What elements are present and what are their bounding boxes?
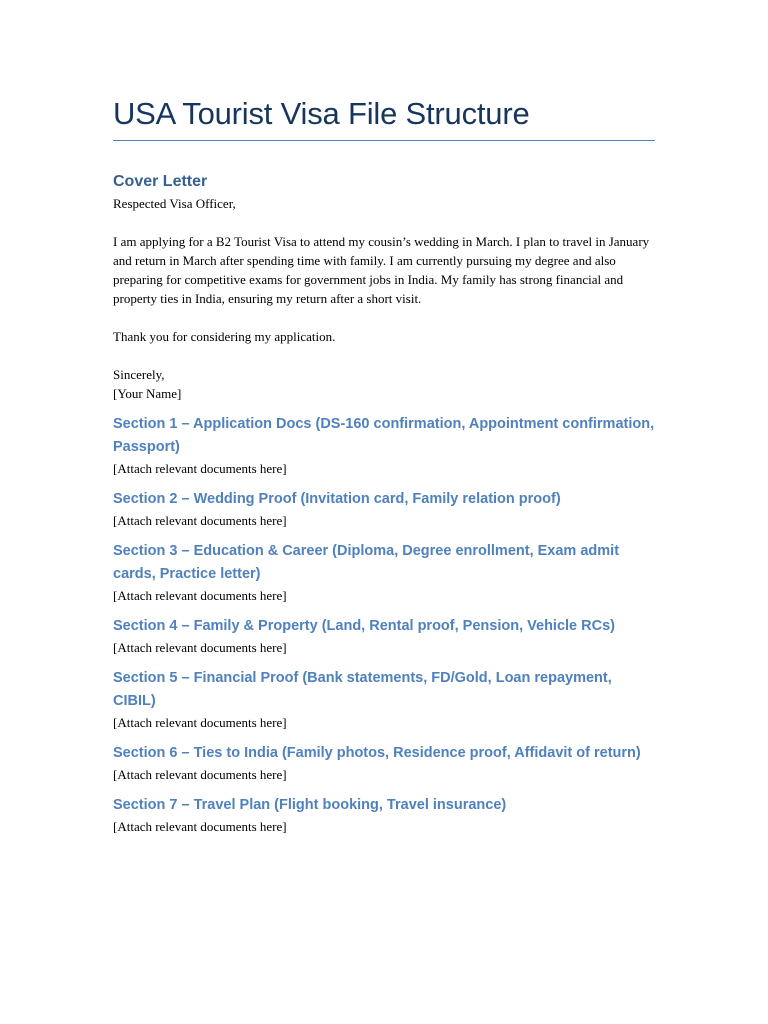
section-3 [113, 540, 655, 605]
cover-letter-thanks: Thank you for considering my application. [113, 329, 336, 344]
section-placeholder: [Attach relevant documents here] [113, 640, 287, 655]
section-placeholder: [Attach relevant documents here] [113, 461, 287, 476]
section-4 [113, 615, 655, 657]
section-heading: Section 5 – Financial Proof (Bank statements, FD/Gold, Loan repayment, CIBIL) [113, 670, 612, 709]
section-6 [113, 742, 655, 784]
paragraph-gap [113, 308, 655, 327]
section-placeholder: [Attach relevant documents here] [113, 767, 287, 782]
cover-letter [113, 170, 655, 403]
section-heading: Section 7 – Travel Plan (Flight booking, Travel insurance) [113, 797, 507, 813]
section-heading: Section 6 – Ties to India (Family photos, Residence proof, Affidavit of return) [113, 745, 641, 761]
section-placeholder: [Attach relevant documents here] [113, 588, 287, 603]
section-2 [113, 488, 655, 530]
section-placeholder: [Attach relevant documents here] [113, 513, 287, 528]
paragraph-gap [113, 213, 655, 232]
section-heading: Section 4 – Family & Property (Land, Rental proof, Pension, Vehicle RCs) [113, 618, 615, 634]
section-heading: Section 2 – Wedding Proof (Invitation card, Family relation proof) [113, 491, 561, 507]
document-page [113, 92, 655, 836]
section-placeholder: [Attach relevant documents here] [113, 819, 287, 834]
cover-letter-salutation: Respected Visa Officer, [113, 196, 236, 211]
section-heading: Section 1 – Application Docs (DS-160 confirmation, Appointment confirmation, Passport) [113, 416, 655, 455]
section-5 [113, 667, 655, 732]
section-heading: Section 3 – Education & Career (Diploma, Degree enrollment, Exam admit cards, Practice letter) [113, 543, 620, 582]
page-title: USA Tourist Visa File Structure [113, 92, 655, 141]
cover-letter-closing: Sincerely, [113, 367, 165, 382]
cover-letter-paragraph: I am applying for a B2 Tourist Visa to attend my cousin’s wedding in March. I plan to travel in January and return in March after spending time with family. I am currently pursuing my degree and also preparing for competitive exams for government jobs in India. My family has strong financial and property ties in India, ensuring my return after a short visit. [113, 234, 650, 306]
section-7 [113, 794, 655, 836]
section-placeholder: [Attach relevant documents here] [113, 715, 287, 730]
section-1 [113, 413, 655, 478]
cover-letter-heading: Cover Letter [113, 173, 208, 190]
paragraph-gap [113, 346, 655, 365]
cover-letter-name: [Your Name] [113, 386, 182, 401]
